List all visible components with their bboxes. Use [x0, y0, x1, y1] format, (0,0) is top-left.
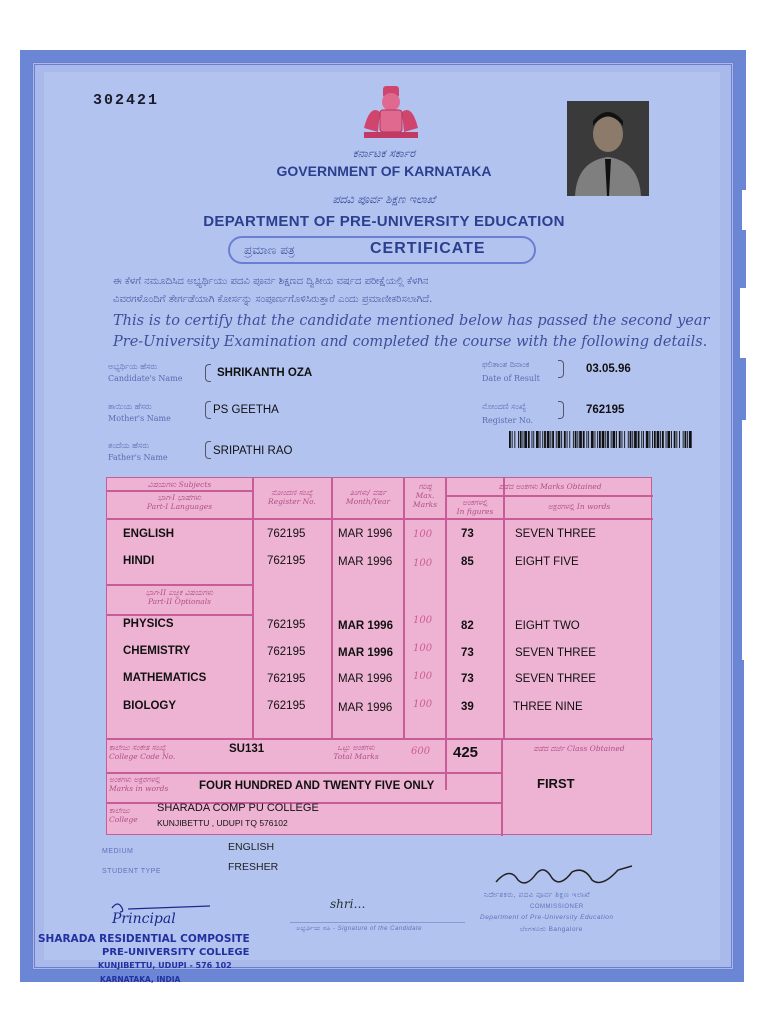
college-stamp-line-2: PRE-UNIVERSITY COLLEGE	[102, 947, 250, 958]
barcode	[509, 431, 694, 448]
result-date-label: Date of Result	[482, 374, 540, 383]
words-cell: THREE NINE	[513, 701, 583, 713]
month-cell: MAR 1996	[338, 528, 393, 540]
marks-table	[106, 477, 652, 835]
principal-label: Principal	[112, 911, 176, 927]
max-marks-cell: 100	[413, 699, 433, 710]
torn-edge	[744, 660, 768, 990]
marks-cell: 82	[461, 620, 474, 632]
total-marks: 425	[453, 744, 479, 761]
result-date: 03.05.96	[586, 363, 631, 375]
max-marks-cell: 100	[413, 615, 433, 626]
month-cell: MAR 1996	[338, 702, 393, 714]
bracket	[205, 401, 211, 419]
bracket	[558, 401, 564, 419]
subject-cell: BIOLOGY	[123, 700, 177, 712]
college-label: ಕಾಲೇಜು College	[109, 806, 138, 824]
student-type-value: FRESHER	[228, 861, 279, 873]
kannada-intro-line-2: ವಿವರಗಳೊಂದಿಗೆ ತೇರ್ಗಡೆಯಾಗಿ ಕೋರ್ಸನ್ನು ಸಂಪೂರ್ಣಗೊಳಿಸಿರುತ್ತಾರೆ ಎಂದು ಪ್ರಮಾಣೀಕರಿಸಲಾಗಿದೆ.	[113, 294, 433, 305]
kannada-department-title: ಪದವಿ ಪೂರ್ವ ಶಿಕ್ಷಣ ಇಲಾಖೆ	[332, 193, 436, 206]
words-cell: SEVEN THREE	[515, 528, 596, 540]
words-cell: SEVEN THREE	[515, 673, 596, 685]
total-marks-in-words: FOUR HUNDRED AND TWENTY FIVE ONLY	[199, 780, 435, 792]
certify-line-1: This is to certify that the candidate mentioned below has passed the second year	[113, 313, 710, 329]
subject-cell: HINDI	[123, 555, 155, 567]
register-cell: 762195	[267, 555, 306, 567]
subject-cell: CHEMISTRY	[123, 645, 191, 657]
director-department: Department of Pre-University Education	[480, 914, 614, 921]
part2-header: ಭಾಗ-II ಐಚ್ಛಿಕ ವಿಷಯಗಳು Part-II Optionals	[145, 588, 214, 606]
candidate-name-label: Candidate's Name	[108, 374, 183, 383]
marks-cell: 73	[461, 528, 474, 540]
college-stamp-line-1: SHARADA RESIDENTIAL COMPOSITE	[38, 933, 250, 945]
result-date-label-kannada: ಫಲಿತಾಂಶ ದಿನಾಂಕ	[482, 360, 530, 369]
max-marks-cell: 100	[413, 529, 433, 540]
subject-cell: MATHEMATICS	[123, 672, 207, 684]
register-number-label: Register No.	[482, 416, 534, 425]
total-max-marks: 600	[411, 746, 431, 757]
karnataka-emblem-icon	[356, 82, 426, 142]
director-signature	[492, 862, 638, 890]
medium-label: MEDIUM	[102, 848, 134, 855]
signature-line	[290, 922, 465, 923]
subjects-header: ವಿಷಯಗಳು Subjects	[147, 480, 212, 489]
mother-name-label-kannada: ತಾಯಿಯ ಹೆಸರು	[108, 402, 152, 411]
bracket	[558, 360, 564, 378]
words-cell: EIGHT TWO	[515, 620, 580, 632]
max-marks-cell: 100	[413, 671, 433, 682]
student-type-label: STUDENT TYPE	[102, 868, 162, 875]
mother-name-label: Mother's Name	[108, 414, 171, 423]
register-cell: 762195	[267, 700, 306, 712]
college-stamp-line-4: KARNATAKA, INDIA	[100, 975, 181, 984]
month-cell: MAR 1996	[338, 556, 393, 568]
register-no-header: ನೋಂದಣಿ ಸಂಖ್ಯೆ Register No.	[268, 488, 316, 506]
in-figures-header: ಅಂಕಗಳಲ್ಲಿ In figures	[456, 498, 494, 516]
total-marks-label: ಒಟ್ಟು ಅಂಕಗಳು Total Marks	[333, 743, 379, 761]
college-code-label: ಕಾಲೇಜು ಸಂಕೇತ ಸಂಖ್ಯೆ College Code No.	[109, 743, 176, 761]
bracket	[205, 364, 211, 382]
certificate-title: CERTIFICATE	[370, 240, 486, 257]
director-title-kannada: ನಿರ್ದೇಶಕರು, ಪದವಿ ಪೂರ್ವ ಶಿಕ್ಷಣ ಇಲಾಖೆ	[484, 892, 591, 899]
in-words-header: ಅಕ್ಷರಗಳಲ್ಲಿ In words	[547, 502, 611, 511]
max-marks-header: ಗರಿಷ್ಠ Max. Marks	[412, 482, 438, 509]
register-cell: 762195	[267, 646, 306, 658]
director-location: ಬೆಂಗಳೂರು Bangalore	[520, 926, 583, 933]
kannada-certificate-title: ಪ್ರಮಾಣ ಪತ್ರ	[244, 243, 295, 257]
candidate-name: SHRIKANTH OZA	[217, 367, 313, 379]
month-cell: MAR 1996	[338, 647, 393, 659]
subject-cell: ENGLISH	[123, 528, 175, 540]
marks-obtained-header: ಪಡೆದ ಅಂಕಗಳು Marks Obtained	[498, 482, 602, 491]
class-obtained: FIRST	[537, 776, 575, 791]
medium-value: ENGLISH	[228, 841, 275, 853]
serial-number: 302421	[93, 92, 160, 109]
month-year-header: ತಿಂಗಳು/ ವರ್ಷ Month/Year	[345, 488, 391, 506]
government-title: GOVERNMENT OF KARNATAKA	[276, 163, 492, 179]
torn-edge	[742, 420, 768, 660]
mother-name: PS GEETHA	[213, 404, 279, 416]
subject-cell: PHYSICS	[123, 618, 174, 630]
college-stamp-line-3: KUNJIBETTU, UDUPI - 576 102	[98, 961, 232, 970]
torn-edge	[740, 288, 768, 358]
college-code: SU131	[229, 743, 265, 755]
kannada-intro-line-1: ಈ ಕೆಳಗೆ ನಮೂದಿಸಿದ ಅಭ್ಯರ್ಥಿಯು ಪದವಿ ಪೂರ್ವ ಶಿಕ್ಷಣದ ದ್ವಿತೀಯ ವರ್ಷದ ಪರೀಕ್ಷೆಯಲ್ಲಿ ಕೆಳಗಿನ	[113, 276, 429, 287]
words-cell: SEVEN THREE	[515, 647, 596, 659]
father-name-label: Father's Name	[108, 453, 168, 462]
candidate-signature: shri…	[330, 897, 366, 911]
register-cell: 762195	[267, 619, 306, 631]
certify-line-2: Pre-University Examination and completed the course with the following details.	[113, 334, 708, 350]
month-cell: MAR 1996	[338, 620, 393, 632]
candidate-name-label-kannada: ಅಭ್ಯರ್ಥಿಯ ಹೆಸರು	[108, 362, 158, 371]
candidate-signature-label: ಅಭ್ಯರ್ಥಿಯ ಸಹಿ - Signature of the Candidate	[296, 926, 422, 932]
father-name: SRIPATHI RAO	[213, 445, 293, 457]
register-cell: 762195	[267, 528, 306, 540]
kannada-government-title: ಕರ್ನಾಟಕ ಸರ್ಕಾರ	[352, 147, 416, 160]
marks-cell: 73	[461, 647, 474, 659]
part1-header: ಭಾಗ-I ಭಾಷೆಗಳು Part-I Languages	[146, 493, 213, 511]
marks-cell: 85	[461, 556, 474, 568]
bracket	[205, 441, 211, 459]
college-address: KUNJIBETTU , UDUPI TQ 576102	[157, 818, 288, 828]
marks-in-words-label: ಅಂಕಗಳು ಅಕ್ಷರಗಳಲ್ಲಿ Marks in words	[109, 775, 169, 793]
marks-cell: 39	[461, 701, 474, 713]
college-name: SHARADA COMP PU COLLEGE	[157, 802, 319, 814]
register-number: 762195	[586, 404, 625, 416]
department-title: DEPARTMENT OF PRE-UNIVERSITY EDUCATION	[203, 213, 565, 230]
register-cell: 762195	[267, 673, 306, 685]
max-marks-cell: 100	[413, 643, 433, 654]
marks-cell: 73	[461, 673, 474, 685]
director-title: COMMISSIONER	[530, 904, 584, 910]
max-marks-cell: 100	[413, 558, 433, 569]
father-name-label-kannada: ತಂದೆಯ ಹೆಸರು	[108, 441, 150, 450]
register-number-label-kannada: ನೋಂದಣಿ ಸಂಖ್ಯೆ	[482, 402, 527, 411]
words-cell: EIGHT FIVE	[515, 556, 579, 568]
class-obtained-label: ಪಡೆದ ದರ್ಜೆ Class Obtained	[533, 744, 625, 753]
month-cell: MAR 1996	[338, 673, 393, 685]
